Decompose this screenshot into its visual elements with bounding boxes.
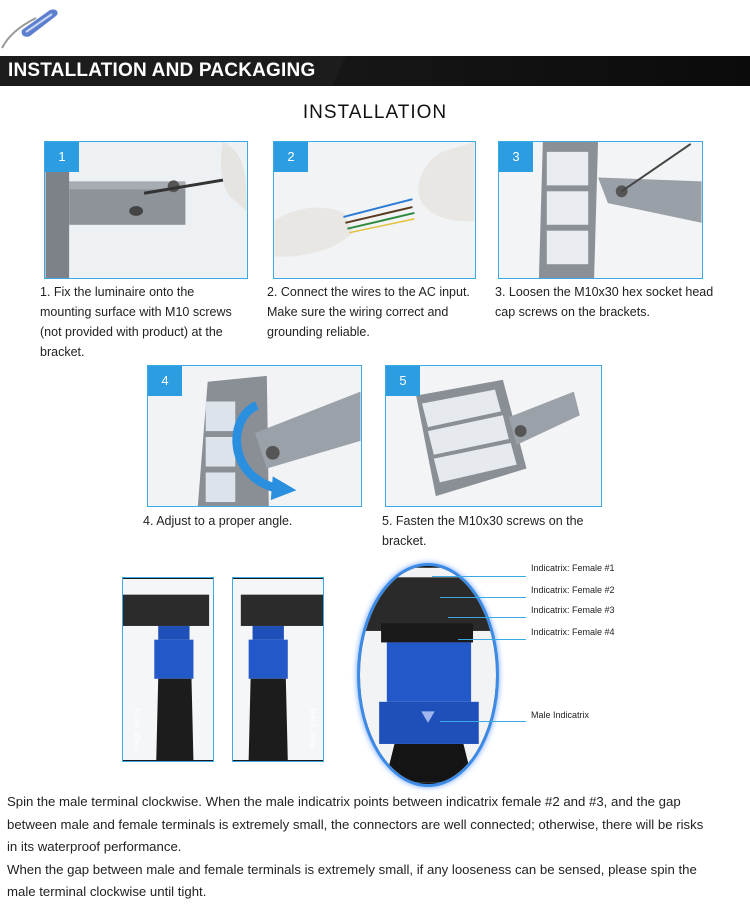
callout-female-4: Indicatrix: Female #4: [531, 627, 615, 637]
street-light-logo: [0, 0, 62, 52]
step-5-image: [385, 365, 602, 507]
callout-line-male: [440, 721, 526, 722]
step-2-badge: 2: [274, 142, 308, 172]
step-3-caption: 3. Loosen the M10x30 hex socket head cap screws on the brackets.: [495, 285, 714, 319]
connector-front-view-image: [122, 577, 214, 762]
installation-title: INSTALLATION: [302, 102, 448, 123]
step-4-badge: 4: [148, 366, 182, 396]
callout-female-2: Indicatrix: Female #2: [531, 585, 615, 595]
step-1-badge: 1: [45, 142, 79, 172]
step-4-image: [147, 365, 362, 507]
callout-female-1: Indicatrix: Female #1: [531, 563, 615, 573]
step-2-caption: 2. Connect the wires to the AC input. Make sure the wiring correct and grounding reliable.: [267, 285, 470, 339]
callout-male-indicatrix: Male Indicatrix: [531, 710, 590, 720]
callout-line-female-2: [440, 597, 526, 598]
callout-female-3: Indicatrix: Female #3: [531, 605, 615, 615]
section-banner: [0, 56, 750, 86]
callout-line-female-3: [448, 617, 526, 618]
connector-back-view-image: [232, 577, 324, 762]
step-3-badge: 3: [499, 142, 533, 172]
callout-line-female-4: [458, 639, 526, 640]
step-5-badge: 5: [386, 366, 420, 396]
step-2-image: [273, 141, 476, 279]
banner-title: INSTALLATION AND PACKAGING: [8, 60, 316, 81]
callout-line-female-1: [432, 576, 526, 577]
front-view-label: Front View: [132, 708, 142, 751]
step-4-caption: 4. Adjust to a proper angle.: [143, 514, 293, 528]
step-1-image: [44, 141, 248, 279]
step-5-caption: 5. Fasten the M10x30 screws on the bracket.: [382, 514, 584, 548]
step-1-caption: 1. Fix the luminaire onto the mounting surface with M10 screws (not provided with product) at the bracket.: [40, 285, 232, 359]
back-view-label: Back View: [308, 708, 318, 750]
instructions-paragraph: Spin the male terminal clockwise. When the male indicatrix points between indicatrix female #2 and #3, and the gap between male and female terminals is extremely small, the connectors are well connected; otherwise, there will be risks in its waterproof performance. When the gap between male and female terminals is extremely small, if any looseness can be sensed, please spin the male terminal clockwise until tight.: [7, 794, 704, 900]
step-3-image: [498, 141, 703, 279]
